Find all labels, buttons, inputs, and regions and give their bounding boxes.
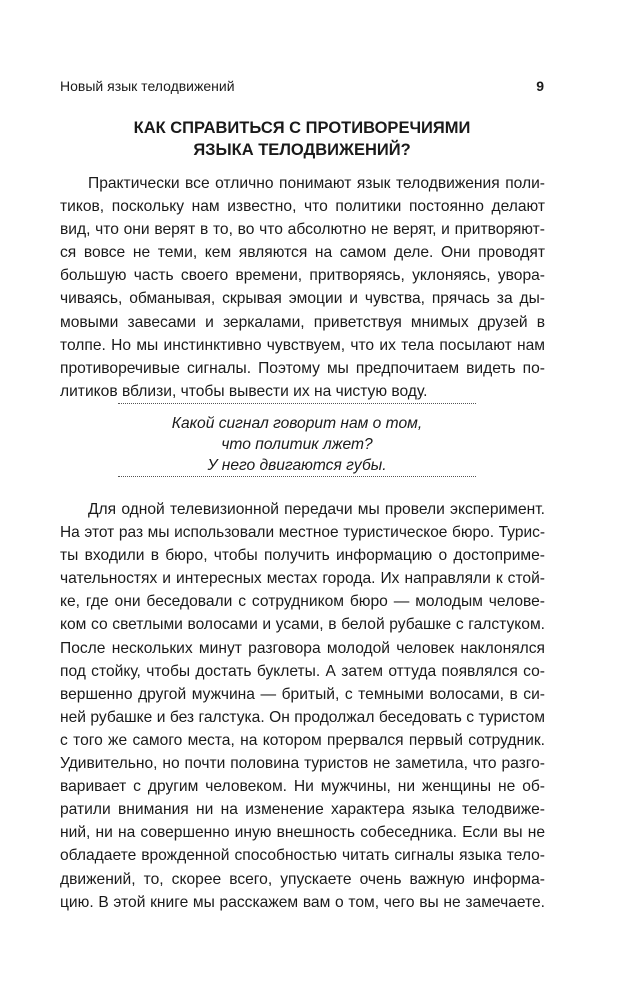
paragraph-line: Для одной телевизионной передачи мы провели эксперимент.: [88, 501, 545, 518]
paragraph-line: чательностях и интересных местах города. Их направляли к стой-: [60, 570, 545, 588]
paragraph-line: толпе. Но мы инстинктивно чувствуем, что их тела посылают нам: [60, 336, 545, 354]
paragraph-line: противоречивые сигналы. Поэтому мы предпочитаем видеть по-: [60, 359, 545, 377]
running-title: Новый язык телодвижений: [60, 78, 235, 94]
paragraph-line: мовыми завесами и зеркалами, приветствуя мнимых друзей в: [60, 313, 545, 331]
paragraph-line: вид, что они верят в то, во что абсолютно не верят, и притворяют-: [60, 221, 545, 239]
paragraph-line: Практически все отлично понимают язык телодвижения поли-: [88, 175, 545, 192]
paragraph-line: ке, где они беседовали с сотрудником бюро — молодым челове-: [60, 593, 545, 611]
callout-line-3: У него двигаются губы.: [207, 457, 387, 474]
paragraph-line: ся вовсе не теми, кем являются на самом деле. Они проводят: [60, 244, 545, 262]
paragraph-line: ней рубашке и без галстука. Он продолжал беседовать с туристом: [60, 708, 545, 726]
section-heading-line-2: ЯЗЫКА ТЕЛОДВИЖЕНИЙ?: [193, 141, 411, 159]
page-header: [60, 76, 544, 96]
paragraph-line: движений, то, скорее всего, упускаете очень важную информа-: [60, 870, 545, 888]
callout-line-1: Какой сигнал говорит нам о том,: [171, 415, 423, 432]
paragraph-1: [60, 172, 545, 403]
paragraph-line: ратили внимания ни на изменение характера языка телодвиже-: [60, 801, 545, 819]
callout-bottom-divider: [118, 476, 476, 477]
paragraph-line: тиков, поскольку нам известно, что политики постоянно делают: [60, 198, 545, 216]
callout-top-divider: [118, 403, 476, 404]
paragraph-line: ты входили в бюро, чтобы получить информацию о достоприме-: [60, 547, 545, 565]
paragraph-line: цию. В этой книге мы расскажем вам о том, чего вы не замечаете.: [60, 893, 545, 911]
paragraph-line: под стойку, чтобы достать буклеты. А затем оттуда появлялся со-: [60, 662, 545, 680]
callout-quote: [118, 413, 476, 476]
paragraph-line: большую часть своего времени, притворяясь, уклоняясь, увора-: [60, 267, 545, 285]
paragraph-line: с того же самого места, на котором прервался первый сотрудник.: [60, 731, 545, 749]
paragraph-line: литиков вблизи, чтобы вывести их на чистую воду.: [60, 382, 428, 400]
section-heading-line-1: КАК СПРАВИТЬСЯ С ПРОТИВОРЕЧИЯМИ: [133, 119, 471, 137]
paragraph-line: вершенно другой мужчина — бритый, с темными волосами, в си-: [60, 685, 545, 703]
paragraph-line: После нескольких минут разговора молодой человек наклонялся: [60, 639, 545, 657]
paragraph-line: чиваясь, обманывая, скрывая эмоции и чувства, прячась за ды-: [60, 290, 545, 308]
paragraph-line: На этот раз мы использовали местное туристическое бюро. Турис-: [60, 524, 545, 542]
section-heading: [60, 117, 544, 161]
page-number: 9: [536, 78, 544, 94]
paragraph-line: ний, ни на совершенно иную внешность собеседника. Если вы не: [60, 824, 545, 842]
paragraph-line: обладаете врожденной способностью читать сигналы языка тело-: [60, 847, 545, 865]
callout-line-2: что политик лжет?: [221, 436, 373, 453]
paragraph-line: Удивительно, но почти половина туристов не заметила, что разго-: [60, 755, 545, 773]
paragraph-line: ком со светлыми волосами и усами, в белой рубашке с галстуком.: [60, 616, 545, 634]
paragraph-2: [60, 498, 545, 914]
paragraph-line: варивает с другим человеком. Ни мужчины, ни женщины не об-: [60, 778, 545, 796]
